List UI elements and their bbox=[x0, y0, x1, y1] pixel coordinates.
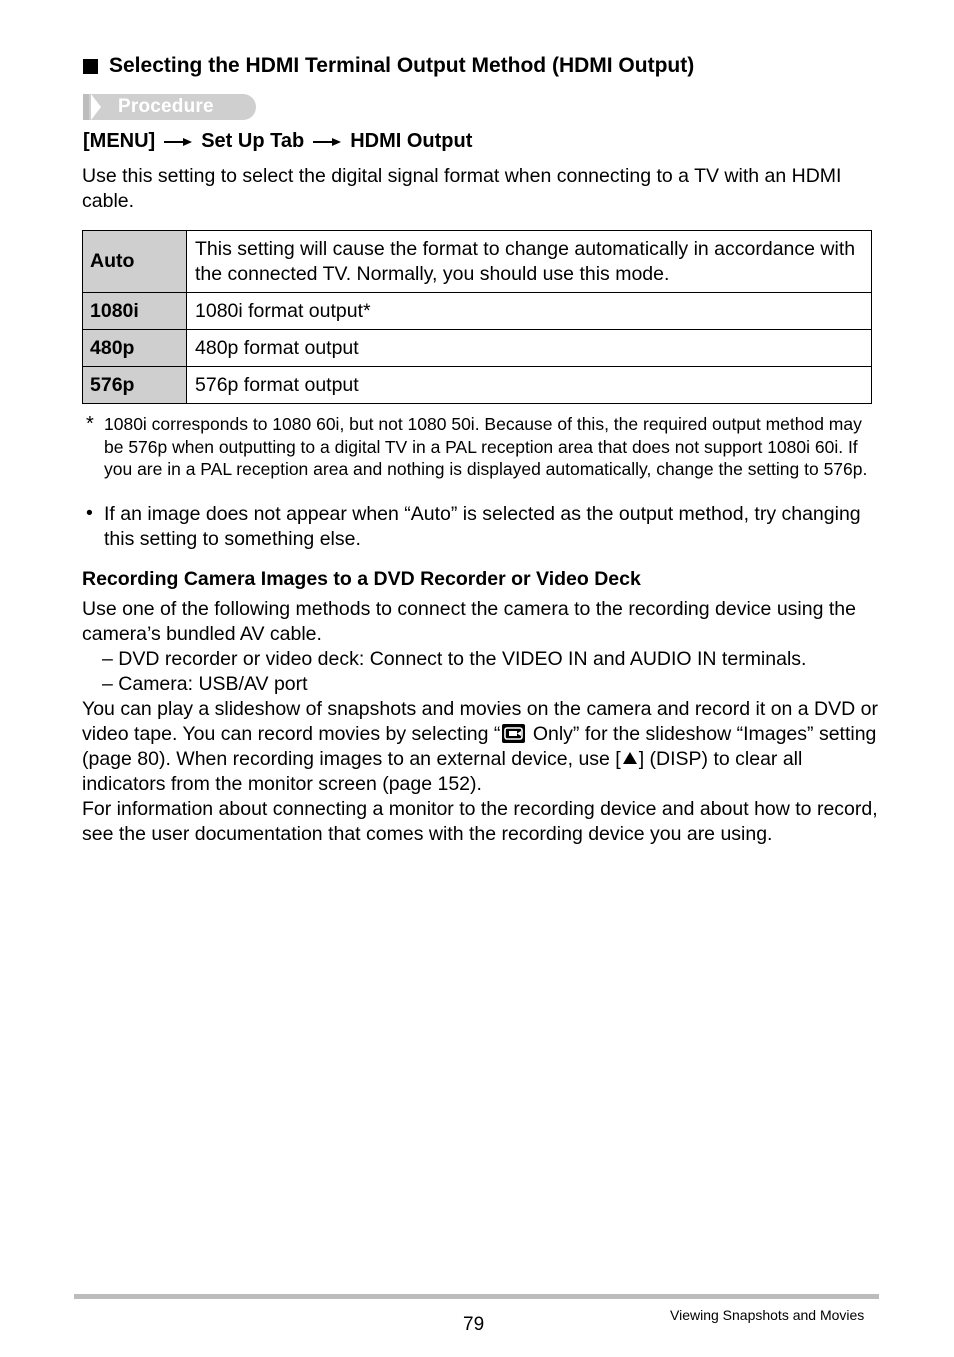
format-key: 1080i bbox=[83, 293, 187, 330]
recording-intro: Use one of the following methods to connect the camera to the recording device using the camera’s bundled AV cable. bbox=[82, 598, 856, 645]
footnote-mark: * bbox=[86, 413, 94, 435]
menu-path bbox=[83, 130, 472, 153]
arrow-right-icon bbox=[163, 137, 193, 147]
list-item: – Camera: USB/AV port bbox=[102, 673, 308, 695]
slideshow-paragraph: You can play a slideshow of snapshots and movies on the camera and record it on a DVD or video tape. You can record movies by selecting “ Only” for the slideshow “Images” setting (page 80). When recording images to an external device, use [ ] (DISP) to clear all indicators from the monitor screen (page 152). bbox=[82, 698, 878, 795]
bullet-note: If an image does not appear when “Auto” is selected as the output method, try changing this setting to something else. bbox=[104, 503, 861, 550]
section-title: Selecting the HDMI Terminal Output Method (HDMI Output) bbox=[109, 54, 695, 77]
format-desc: 480p format output bbox=[187, 330, 872, 367]
format-key: Auto bbox=[83, 231, 187, 293]
procedure-label: Procedure bbox=[118, 96, 214, 117]
bullet-mark: • bbox=[86, 502, 93, 524]
path-step-hdmi-output: HDMI Output bbox=[350, 130, 473, 152]
square-bullet-icon bbox=[83, 59, 98, 74]
footer-divider bbox=[74, 1294, 879, 1299]
format-key: 480p bbox=[83, 330, 187, 367]
path-step-setup-tab: Set Up Tab bbox=[201, 130, 305, 152]
format-desc: 576p format output bbox=[187, 367, 872, 404]
recording-heading: Recording Camera Images to a DVD Recorder or Video Deck bbox=[82, 568, 641, 590]
arrow-right-icon bbox=[312, 137, 342, 147]
format-desc: 1080i format output* bbox=[187, 293, 872, 330]
triangle-up-icon bbox=[622, 747, 638, 772]
footer-section-name: Viewing Snapshots and Movies bbox=[670, 1307, 865, 1323]
path-step-menu: [MENU] bbox=[83, 130, 156, 152]
footnote-text: 1080i corresponds to 1080 60i, but not 1080 50i. Because of this, the required output method may be 576p when outputting to a digital TV in a PAL reception area that does not support 1080i 60i. If you are in a PAL reception area and nothing is displayed automatically, change the setting to 576p. bbox=[104, 414, 868, 479]
intro-paragraph: Use this setting to select the digital signal format when connecting to a TV with an HDMI cable. bbox=[82, 165, 842, 212]
monitor-paragraph: For information about connecting a monitor to the recording device and about how to record, see the user documentation that comes with the recording device you are using. bbox=[82, 798, 878, 845]
table-row bbox=[83, 367, 872, 404]
procedure-tab bbox=[83, 94, 256, 120]
list-item: – DVD recorder or video deck: Connect to the VIDEO IN and AUDIO IN terminals. bbox=[102, 648, 807, 670]
format-desc: This setting will cause the format to change automatically in accordance with the connected TV. Normally, you should use this mode. bbox=[187, 231, 872, 293]
movie-icon bbox=[502, 724, 525, 743]
table-row bbox=[83, 330, 872, 367]
format-key: 576p bbox=[83, 367, 187, 404]
chevron-right-icon bbox=[91, 94, 101, 120]
table-row bbox=[83, 293, 872, 330]
section-heading bbox=[83, 54, 694, 78]
format-table bbox=[82, 230, 872, 404]
page-number: 79 bbox=[463, 1314, 485, 1335]
table-row bbox=[83, 231, 872, 293]
